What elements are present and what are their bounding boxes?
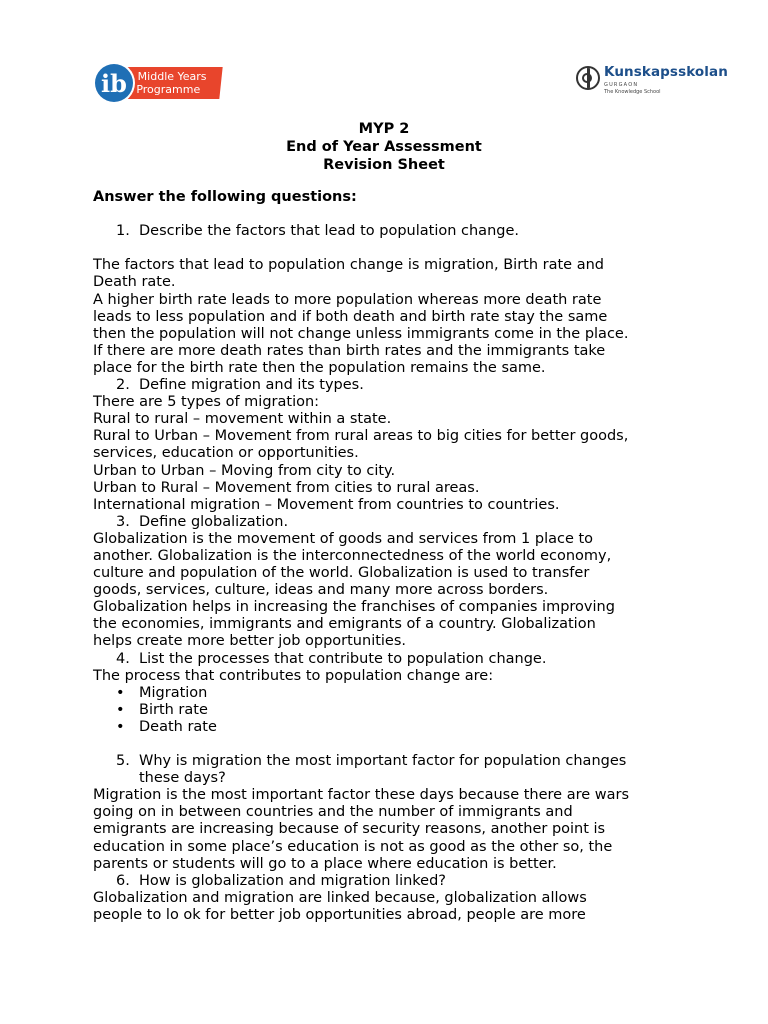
kunskapsskolan-logo — [576, 64, 728, 98]
document-title — [0, 120, 768, 174]
answer-5-line: parents or students will go to a place where education is better. — [93, 855, 557, 872]
answer-3-line: goods, services, culture, ideas and many more across borders. — [93, 582, 549, 599]
answer-1-line: If there are more death rates than birth rates and the immigrants take — [93, 342, 606, 359]
kunskapsskolan-mark-icon — [576, 66, 600, 90]
title-line-2: End of Year Assessment — [286, 139, 482, 155]
bullet-icon: • — [116, 701, 125, 718]
answer-2-line: Rural to Urban – Movement from rural areas to big cities for better goods, — [93, 428, 629, 445]
answer-3-line: Globalization is the movement of goods and services from 1 place to — [93, 530, 594, 547]
list-item: • Migration — [116, 684, 208, 701]
list-item: • Death rate — [116, 718, 217, 735]
answer-2-line: services, education or opportunities. — [93, 445, 359, 462]
title-line-3: Revision Sheet — [323, 157, 445, 173]
ib-logo-line1: Middle Years — [137, 70, 207, 83]
answer-1-line: Death rate. — [93, 274, 176, 291]
answer-1-line: then the population will not change unless immigrants come in the place. — [93, 325, 629, 342]
answer-6-line: Globalization and migration are linked because, globalization allows — [93, 889, 587, 906]
school-name: Kunskapsskolan — [604, 64, 728, 80]
answer-3-line: another. Globalization is the interconnectedness of the world economy, — [93, 547, 612, 564]
question-1: 1. Describe the factors that lead to population change. — [116, 223, 519, 240]
answer-2-line: International migration – Movement from countries to countries. — [93, 496, 560, 513]
document-body — [93, 189, 693, 924]
answer-3-line: culture and population of the world. Globalization is used to transfer — [93, 565, 590, 582]
answer-6-line: people to lo ok for better job opportunities abroad, people are more — [93, 906, 586, 923]
answer-5-line: emigrants are increasing because of security reasons, another point is — [93, 821, 606, 838]
answer-5-line: Migration is the most important factor these days because there are wars — [93, 787, 630, 804]
answer-1-line: place for the birth rate then the population remains the same. — [93, 359, 546, 376]
answer-3-line: helps create more better job opportunities. — [93, 633, 407, 650]
answer-4-intro: The process that contributes to population change are: — [93, 667, 494, 684]
answer-2-line: Rural to rural – movement within a state. — [93, 411, 392, 428]
answer-2-line: There are 5 types of migration: — [93, 394, 320, 411]
ib-logo-line2: Programme — [136, 83, 201, 96]
question-6: 6. How is globalization and migration linked? — [116, 872, 446, 889]
school-location: GURGAON — [604, 82, 639, 88]
answer-2-line: Urban to Rural – Movement from cities to rural areas. — [93, 479, 480, 496]
question-5: 5. Why is migration the most important factor for population changes — [116, 753, 627, 770]
ib-logo-circle: ib — [95, 64, 133, 102]
answer-3-line: the economies, immigrants and emigrants of a country. Globalization — [93, 616, 596, 633]
question-2: 2. Define migration and its types. — [116, 377, 364, 394]
answer-5-line: going on in between countries and the number of immigrants and — [93, 804, 573, 821]
question-3: 3. Define globalization. — [116, 513, 289, 530]
answer-3-line: Globalization helps in increasing the franchises of companies improving — [93, 599, 615, 616]
bullet-icon: • — [116, 718, 125, 735]
answer-1-line: The factors that lead to population change is migration, Birth rate and — [93, 257, 604, 274]
title-line-1: MYP 2 — [358, 121, 410, 137]
answer-5-line: education in some place’s education is not as good as the other so, the — [93, 838, 613, 855]
answer-1-line: leads to less population and if both death and birth rate stay the same — [93, 308, 608, 325]
question-4: 4. List the processes that contribute to population change. — [116, 650, 547, 667]
answer-1-line: A higher birth rate leads to more population whereas more death rate — [93, 291, 602, 308]
ib-myp-logo — [95, 63, 225, 103]
list-item: • Birth rate — [116, 701, 208, 718]
school-tagline: The Knowledge School — [604, 89, 661, 95]
instructions-heading: Answer the following questions: — [93, 189, 357, 205]
answer-2-line: Urban to Urban – Moving from city to city. — [93, 462, 396, 479]
question-5-continued: these days? — [139, 770, 226, 787]
bullet-icon: • — [116, 684, 125, 701]
